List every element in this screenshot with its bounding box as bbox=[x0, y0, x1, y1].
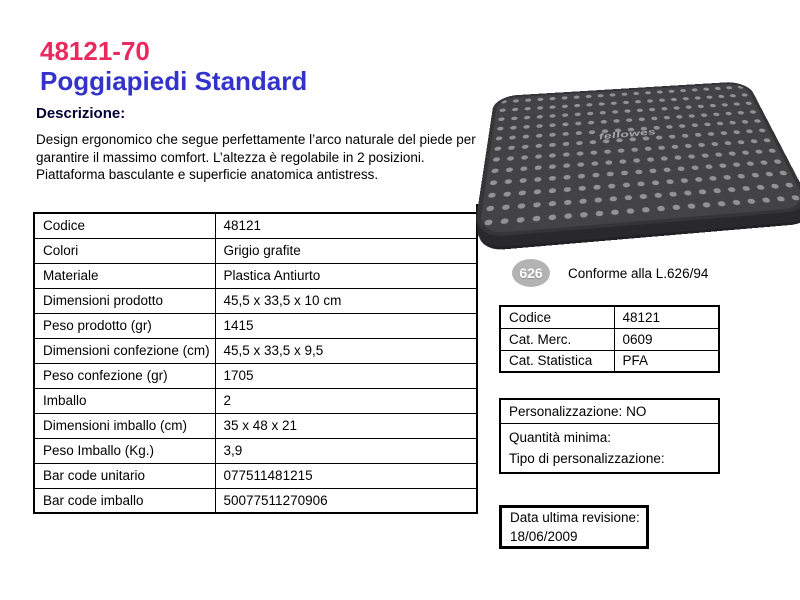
category-label: Codice bbox=[500, 306, 614, 328]
category-value: PFA bbox=[614, 350, 719, 372]
spec-label: Dimensioni confezione (cm) bbox=[34, 338, 215, 363]
spec-value: 45,5 x 33,5 x 10 cm bbox=[215, 288, 477, 313]
category-table bbox=[499, 305, 720, 373]
category-label: Cat. Statistica bbox=[500, 350, 614, 372]
spec-label: Peso prodotto (gr) bbox=[34, 313, 215, 338]
personalization-min-qty: Quantità minima: bbox=[509, 430, 612, 445]
footrest-illustration bbox=[473, 81, 800, 238]
table-row bbox=[34, 363, 477, 388]
spec-label: Bar code unitario bbox=[34, 463, 215, 488]
spec-value: 2 bbox=[215, 388, 477, 413]
table-row bbox=[500, 350, 719, 372]
table-row bbox=[34, 488, 477, 513]
product-code-title: 48121-70 bbox=[40, 36, 150, 66]
table-row bbox=[34, 213, 477, 238]
spec-value: 35 x 48 x 21 bbox=[215, 413, 477, 438]
spec-label: Materiale bbox=[34, 263, 215, 288]
table-row bbox=[34, 388, 477, 413]
spec-label: Imballo bbox=[34, 388, 215, 413]
spec-value: 45,5 x 33,5 x 9,5 bbox=[215, 338, 477, 363]
spec-label: Peso Imballo (Kg.) bbox=[34, 438, 215, 463]
page-title bbox=[40, 36, 307, 96]
fellowes-logo: fellowes bbox=[597, 126, 658, 142]
category-value: 48121 bbox=[614, 306, 719, 328]
spec-value: 1415 bbox=[215, 313, 477, 338]
personalization-status: Personalizzazione: NO bbox=[501, 400, 718, 424]
category-label: Cat. Merc. bbox=[500, 328, 614, 350]
table-row bbox=[34, 313, 477, 338]
table-row bbox=[34, 413, 477, 438]
spec-label: Bar code imballo bbox=[34, 488, 215, 513]
personalization-type: Tipo di personalizzazione: bbox=[509, 451, 665, 466]
category-value: 0609 bbox=[614, 328, 719, 350]
product-photo bbox=[476, 50, 794, 242]
description-text: Design ergonomico che segue perfettamente l’arco naturale del piede per garantire il massimo comfort. L’altezza è regolabile in 2 posizioni. Piattaforma basculante e superficie anatomica antistress. bbox=[36, 132, 476, 182]
spec-label: Codice bbox=[34, 213, 215, 238]
product-spec-table bbox=[33, 212, 478, 514]
spec-label: Colori bbox=[34, 238, 215, 263]
table-row bbox=[34, 338, 477, 363]
spec-value: 1705 bbox=[215, 363, 477, 388]
revision-box bbox=[499, 505, 649, 549]
table-row bbox=[34, 438, 477, 463]
spec-value: Grigio grafite bbox=[215, 238, 477, 263]
description-heading: Descrizione: bbox=[36, 105, 126, 122]
spec-label: Dimensioni imballo (cm) bbox=[34, 413, 215, 438]
spec-label: Peso confezione (gr) bbox=[34, 363, 215, 388]
l626-badge: 626 bbox=[512, 259, 550, 287]
product-name-title: Poggiapiedi Standard bbox=[40, 66, 308, 96]
spec-label: Dimensioni prodotto bbox=[34, 288, 215, 313]
personalization-box bbox=[499, 398, 720, 474]
table-row bbox=[34, 263, 477, 288]
table-row bbox=[34, 288, 477, 313]
spec-value: 50077511270906 bbox=[215, 488, 477, 513]
spec-value: 077511481215 bbox=[215, 463, 477, 488]
revision-label: Data ultima revisione: bbox=[510, 510, 640, 525]
table-row bbox=[500, 306, 719, 328]
table-row bbox=[34, 238, 477, 263]
table-row bbox=[34, 463, 477, 488]
spec-value: Plastica Antiurto bbox=[215, 263, 477, 288]
table-row bbox=[500, 328, 719, 350]
compliance-text: Conforme alla L.626/94 bbox=[568, 266, 709, 281]
spec-value: 48121 bbox=[215, 213, 477, 238]
revision-date: 18/06/2009 bbox=[510, 528, 578, 544]
spec-value: 3,9 bbox=[215, 438, 477, 463]
